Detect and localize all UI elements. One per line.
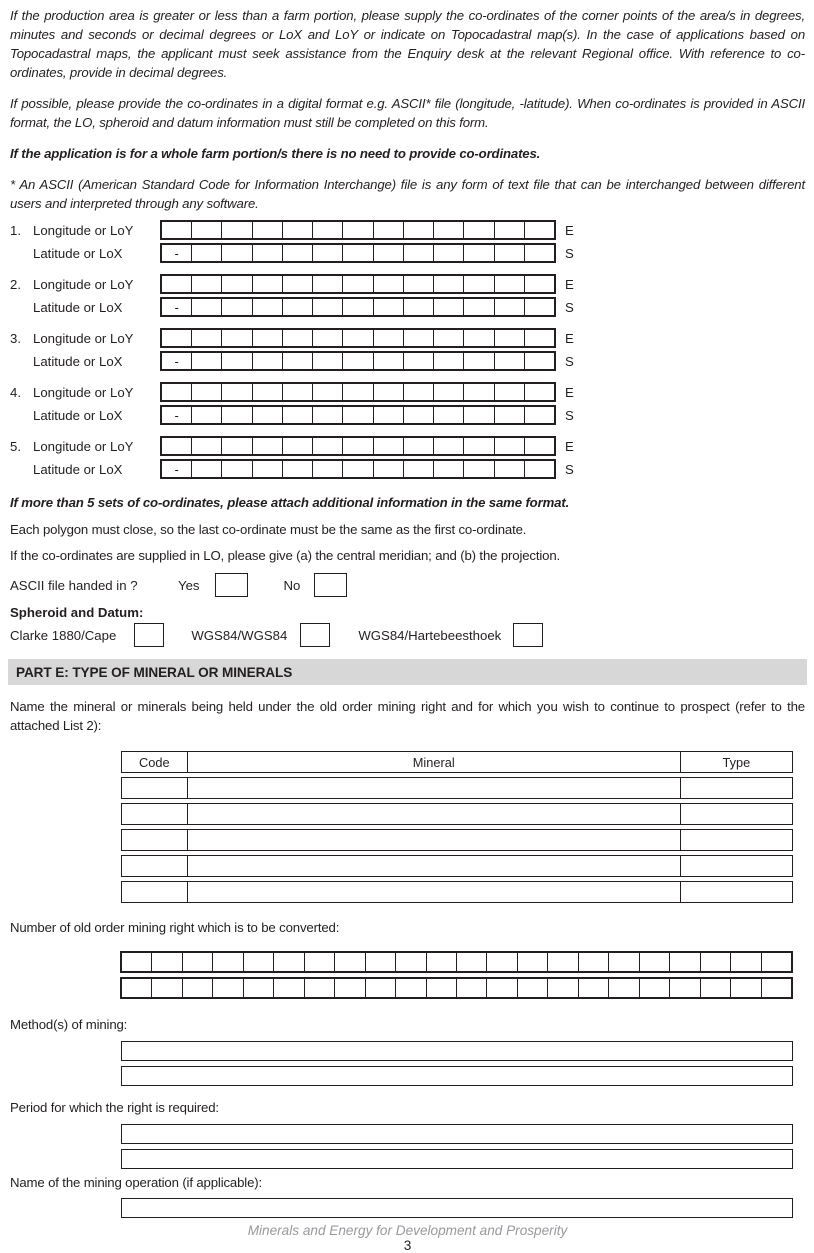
grid-cell[interactable]: [434, 384, 464, 400]
grid-cell[interactable]: [283, 461, 313, 477]
grid-cell[interactable]: [525, 245, 554, 261]
grid-cell[interactable]: [283, 299, 313, 315]
grid-cell[interactable]: [283, 222, 313, 238]
grid-cell[interactable]: [525, 276, 554, 292]
mineral-cell[interactable]: [188, 804, 681, 824]
grid-cell[interactable]: [343, 407, 373, 423]
grid-cell[interactable]: [192, 276, 222, 292]
code-cell[interactable]: [122, 882, 188, 902]
grid-cell[interactable]: [313, 461, 343, 477]
mineral-table-row: [121, 777, 793, 799]
longitude-label: Longitude or LoY: [33, 384, 134, 400]
grid-cell[interactable]: [162, 438, 192, 454]
ascii-no-checkbox[interactable]: [314, 573, 347, 597]
spheroid-option-clarke-label: Clarke 1880/Cape: [10, 627, 117, 643]
mining-method-label: Method(s) of mining:: [10, 1017, 128, 1032]
grid-cell[interactable]: [274, 979, 304, 997]
mineral-cell[interactable]: [188, 856, 681, 876]
grid-cell[interactable]: [404, 384, 434, 400]
mineral-table: [121, 751, 793, 903]
grid-cell[interactable]: [404, 461, 434, 477]
grid-cell[interactable]: [457, 953, 487, 971]
grid-cell[interactable]: [495, 222, 525, 238]
longitude-label: Longitude or LoY: [33, 330, 134, 346]
intro-paragraph-2: If possible, please provide the co-ordinates in a digital format e.g. ASCII* file (longitude, -latitude). When co-ordinates is provided in ASCII format, the LO, spheroid and datum information must still be completed on this form.: [10, 96, 805, 130]
grid-cell[interactable]: [192, 222, 222, 238]
grid-cell[interactable]: [404, 245, 434, 261]
grid-cell[interactable]: [283, 407, 313, 423]
grid-cell[interactable]: [343, 353, 373, 369]
grid-cell[interactable]: [525, 461, 554, 477]
code-cell[interactable]: [122, 804, 188, 824]
grid-cell[interactable]: [404, 438, 434, 454]
mining-right-number-grid-2[interactable]: [120, 977, 793, 999]
spheroid-heading: Spheroid and Datum:: [10, 605, 144, 620]
grid-cell[interactable]: [253, 384, 283, 400]
grid-cell[interactable]: [222, 222, 252, 238]
grid-cell[interactable]: [283, 276, 313, 292]
part-e-header-bar: [8, 659, 807, 685]
longitude-input-grid[interactable]: [160, 382, 556, 402]
grid-cell[interactable]: [313, 438, 343, 454]
intro-paragraph-3: If the application is for a whole farm portion/s there is no need to provide co-ordinates.: [10, 146, 541, 161]
mineral-cell[interactable]: [188, 830, 681, 850]
latitude-row: [10, 405, 805, 425]
coordinates-section: [10, 220, 805, 479]
polygon-close-note: Each polygon must close, so the last co-ordinate must be the same as the first co-ordinate.: [10, 522, 527, 537]
spheroid-options-row: [10, 623, 805, 647]
grid-cell[interactable]: [183, 979, 213, 997]
grid-cell[interactable]: [464, 245, 494, 261]
period-label: Period for which the right is required:: [10, 1100, 219, 1115]
longitude-row: [10, 328, 805, 348]
grid-cell[interactable]: [434, 353, 464, 369]
south-label: S: [565, 407, 574, 423]
latitude-label: Latitude or LoX: [33, 407, 123, 423]
grid-cell[interactable]: [192, 438, 222, 454]
grid-cell[interactable]: [192, 407, 222, 423]
ascii-footnote: * An ASCII (American Standard Code for Information Interchange) file is any form of text file that can be interchanged between different users and interpreted through any software.: [10, 177, 805, 211]
grid-cell[interactable]: [283, 330, 313, 346]
grid-cell[interactable]: [305, 953, 335, 971]
grid-cell[interactable]: [609, 979, 639, 997]
no-label: No: [283, 577, 301, 593]
grid-cell[interactable]: -: [162, 245, 192, 261]
spheroid-clarke-checkbox[interactable]: [134, 623, 164, 647]
grid-cell[interactable]: [404, 407, 434, 423]
grid-cell[interactable]: [464, 461, 494, 477]
grid-cell[interactable]: [183, 953, 213, 971]
grid-cell[interactable]: [313, 299, 343, 315]
grid-cell[interactable]: [518, 953, 548, 971]
grid-cell[interactable]: [374, 222, 404, 238]
east-label: E: [565, 222, 574, 238]
code-cell[interactable]: [122, 830, 188, 850]
grid-cell[interactable]: [487, 979, 517, 997]
lo-supplied-note: If the co-ordinates are supplied in LO, please give (a) the central meridian; and (b) the projection.: [10, 548, 561, 563]
grid-cell[interactable]: [122, 953, 152, 971]
grid-cell[interactable]: [579, 979, 609, 997]
grid-cell[interactable]: [525, 407, 554, 423]
grid-cell[interactable]: [548, 953, 578, 971]
grid-cell[interactable]: [434, 276, 464, 292]
grid-cell[interactable]: [374, 353, 404, 369]
latitude-row: [10, 243, 805, 263]
grid-cell[interactable]: [374, 384, 404, 400]
intro-paragraph-1: If the production area is greater or less than a farm portion, please supply the co-ordinates of the corner points of the area/s in degrees, minutes and seconds or decimal degrees or LoX and LoY or indicate on Topocadastral map(s). In the case of applications based on Topocadastral maps, the applicant must seek assistance from the Enquiry desk at the relevant Regional office. With reference to co-ordinates, provide in decimal degrees.: [10, 8, 805, 80]
mining-right-number-grid-1[interactable]: [120, 951, 793, 973]
grid-cell[interactable]: [274, 953, 304, 971]
grid-cell[interactable]: [162, 384, 192, 400]
grid-cell[interactable]: [192, 461, 222, 477]
grid-cell[interactable]: [434, 222, 464, 238]
page-number: 3: [403, 1238, 412, 1253]
longitude-label: Longitude or LoY: [33, 276, 134, 292]
mineral-table-row: [121, 855, 793, 877]
grid-cell[interactable]: [464, 353, 494, 369]
longitude-row: [10, 436, 805, 456]
spheroid-hartebeesthoek-checkbox[interactable]: [513, 623, 543, 647]
mineral-cell[interactable]: [188, 882, 681, 902]
grid-cell[interactable]: [495, 407, 525, 423]
period-input-1[interactable]: [121, 1124, 793, 1144]
grid-cell[interactable]: [518, 979, 548, 997]
mining-method-input-2[interactable]: [121, 1066, 793, 1086]
grid-cell[interactable]: [343, 276, 373, 292]
mineral-table-row: [121, 829, 793, 851]
mineral-table-row: [121, 803, 793, 825]
grid-cell[interactable]: [253, 276, 283, 292]
code-column-header: Code: [122, 752, 188, 772]
coordinate-number: 3.: [10, 330, 21, 346]
latitude-label: Latitude or LoX: [33, 299, 123, 315]
coordinate-number: 1.: [10, 222, 21, 238]
grid-cell[interactable]: [253, 245, 283, 261]
grid-cell[interactable]: [192, 245, 222, 261]
grid-cell[interactable]: [434, 330, 464, 346]
more-than-5-note: If more than 5 sets of co-ordinates, please attach additional information in the same format.: [10, 495, 570, 510]
footer-motto: Minerals and Energy for Development and Prosperity: [247, 1223, 568, 1238]
type-column-header: Type: [722, 754, 751, 770]
longitude-input-grid[interactable]: [160, 436, 556, 456]
grid-cell[interactable]: [434, 461, 464, 477]
grid-cell[interactable]: [222, 461, 252, 477]
coordinate-group: [10, 220, 805, 263]
latitude-label: Latitude or LoX: [33, 461, 123, 477]
grid-cell[interactable]: [464, 276, 494, 292]
coordinate-group: [10, 274, 805, 317]
grid-cell[interactable]: [609, 953, 639, 971]
grid-cell[interactable]: [313, 276, 343, 292]
grid-cell[interactable]: [525, 330, 554, 346]
grid-cell[interactable]: [464, 384, 494, 400]
grid-cell[interactable]: [313, 353, 343, 369]
coordinate-group: [10, 328, 805, 371]
grid-cell[interactable]: [222, 299, 252, 315]
grid-cell[interactable]: [192, 330, 222, 346]
grid-cell[interactable]: -: [162, 407, 192, 423]
mining-right-number-label: Number of old order mining right which is to be converted:: [10, 920, 340, 935]
grid-cell[interactable]: [495, 438, 525, 454]
grid-cell[interactable]: [222, 245, 252, 261]
grid-cell[interactable]: [762, 979, 791, 997]
grid-cell[interactable]: [283, 384, 313, 400]
mineral-table-row: [121, 881, 793, 903]
grid-cell[interactable]: [192, 353, 222, 369]
longitude-input-grid[interactable]: [160, 274, 556, 294]
grid-cell[interactable]: [152, 979, 182, 997]
grid-cell[interactable]: [495, 384, 525, 400]
part-e-heading: PART E: TYPE OF MINERAL OR MINERALS: [16, 664, 293, 680]
coordinate-number: 4.: [10, 384, 21, 400]
grid-cell[interactable]: [222, 407, 252, 423]
grid-cell[interactable]: [404, 353, 434, 369]
grid-cell[interactable]: [434, 245, 464, 261]
grid-cell[interactable]: [283, 245, 313, 261]
grid-cell[interactable]: [404, 276, 434, 292]
latitude-input-grid[interactable]: [160, 459, 556, 479]
east-label: E: [565, 438, 574, 454]
latitude-input-grid[interactable]: [160, 405, 556, 425]
grid-cell[interactable]: [313, 407, 343, 423]
grid-cell[interactable]: [313, 222, 343, 238]
grid-cell[interactable]: [434, 438, 464, 454]
grid-cell[interactable]: [374, 299, 404, 315]
grid-cell[interactable]: [305, 979, 335, 997]
grid-cell[interactable]: [213, 953, 243, 971]
latitude-row: [10, 297, 805, 317]
grid-cell[interactable]: [162, 276, 192, 292]
operation-name-label: Name of the mining operation (if applicable):: [10, 1175, 263, 1190]
grid-cell[interactable]: [464, 299, 494, 315]
grid-cell[interactable]: [222, 353, 252, 369]
grid-cell[interactable]: [253, 438, 283, 454]
grid-cell[interactable]: [343, 245, 373, 261]
grid-cell[interactable]: [162, 330, 192, 346]
mineral-cell[interactable]: [188, 778, 681, 798]
east-label: E: [565, 330, 574, 346]
grid-cell[interactable]: [404, 222, 434, 238]
yes-label: Yes: [178, 577, 200, 593]
grid-cell[interactable]: [640, 979, 670, 997]
coordinate-number: 2.: [10, 276, 21, 292]
grid-cell[interactable]: [464, 438, 494, 454]
grid-cell[interactable]: [487, 953, 517, 971]
grid-cell[interactable]: [253, 407, 283, 423]
grid-cell[interactable]: [374, 461, 404, 477]
grid-cell[interactable]: [525, 222, 554, 238]
spheroid-wgs84-checkbox[interactable]: [300, 623, 330, 647]
grid-cell[interactable]: [525, 353, 554, 369]
type-cell[interactable]: [681, 830, 792, 850]
grid-cell[interactable]: [313, 330, 343, 346]
ascii-question-row: [10, 573, 805, 597]
grid-cell[interactable]: [404, 330, 434, 346]
grid-cell[interactable]: [457, 979, 487, 997]
grid-cell[interactable]: [366, 953, 396, 971]
grid-cell[interactable]: [343, 222, 373, 238]
grid-cell[interactable]: [366, 979, 396, 997]
grid-cell[interactable]: -: [162, 353, 192, 369]
type-cell[interactable]: [681, 778, 792, 798]
longitude-row: [10, 382, 805, 402]
type-cell[interactable]: [681, 856, 792, 876]
grid-cell[interactable]: [731, 979, 761, 997]
grid-cell[interactable]: [213, 979, 243, 997]
latitude-label: Latitude or LoX: [33, 353, 123, 369]
coordinate-group: [10, 436, 805, 479]
grid-cell[interactable]: [670, 979, 700, 997]
longitude-row: [10, 220, 805, 240]
ascii-question-label: ASCII file handed in ?: [10, 577, 138, 593]
grid-cell[interactable]: [253, 461, 283, 477]
spheroid-option-hartebeesthoek-label: WGS84/Hartebeesthoek: [358, 627, 502, 643]
grid-cell[interactable]: [253, 299, 283, 315]
grid-cell[interactable]: [434, 299, 464, 315]
code-cell[interactable]: [122, 856, 188, 876]
intro-section: [10, 6, 805, 213]
grid-cell[interactable]: [335, 979, 365, 997]
mineral-table-body: [121, 777, 793, 903]
mineral-table-header-row: [121, 751, 793, 773]
grid-cell[interactable]: [222, 330, 252, 346]
grid-cell[interactable]: [253, 222, 283, 238]
grid-cell[interactable]: [495, 461, 525, 477]
grid-cell[interactable]: [343, 461, 373, 477]
latitude-input-grid[interactable]: [160, 297, 556, 317]
latitude-row: [10, 351, 805, 371]
grid-cell[interactable]: [283, 353, 313, 369]
coordinate-number: 5.: [10, 438, 21, 454]
south-label: S: [565, 299, 574, 315]
grid-cell[interactable]: [343, 384, 373, 400]
period-input-2[interactable]: [121, 1149, 793, 1169]
ascii-yes-checkbox[interactable]: [215, 573, 248, 597]
part-e-instruction: Name the mineral or minerals being held under the old order mining right and for which you wish to continue to prospect (refer to the attached List 2):: [10, 699, 805, 733]
grid-cell[interactable]: [374, 245, 404, 261]
longitude-label: Longitude or LoY: [33, 438, 134, 454]
longitude-input-grid[interactable]: [160, 328, 556, 348]
grid-cell[interactable]: [427, 979, 457, 997]
grid-cell[interactable]: [313, 245, 343, 261]
east-label: E: [565, 384, 574, 400]
operation-name-input[interactable]: [121, 1198, 793, 1218]
grid-cell[interactable]: [427, 953, 457, 971]
spheroid-option-wgs84-label: WGS84/WGS84: [191, 627, 288, 643]
grid-cell[interactable]: [343, 299, 373, 315]
longitude-row: [10, 274, 805, 294]
latitude-input-grid[interactable]: [160, 351, 556, 371]
south-label: S: [565, 353, 574, 369]
grid-cell[interactable]: [640, 953, 670, 971]
grid-cell[interactable]: [548, 979, 578, 997]
grid-cell[interactable]: [464, 407, 494, 423]
grid-cell[interactable]: [495, 276, 525, 292]
grid-cell[interactable]: [495, 353, 525, 369]
grid-cell[interactable]: [495, 299, 525, 315]
grid-cell[interactable]: [374, 407, 404, 423]
grid-cell[interactable]: [343, 330, 373, 346]
grid-cell[interactable]: [343, 438, 373, 454]
grid-cell[interactable]: [404, 299, 434, 315]
grid-cell[interactable]: -: [162, 461, 192, 477]
latitude-row: [10, 459, 805, 479]
code-cell[interactable]: [122, 778, 188, 798]
grid-cell[interactable]: [152, 953, 182, 971]
grid-cell[interactable]: [192, 299, 222, 315]
grid-cell[interactable]: [464, 330, 494, 346]
grid-cell[interactable]: [434, 407, 464, 423]
type-cell[interactable]: [681, 804, 792, 824]
grid-cell[interactable]: [701, 979, 731, 997]
grid-cell[interactable]: [283, 438, 313, 454]
south-label: S: [565, 245, 574, 261]
grid-cell[interactable]: [162, 222, 192, 238]
grid-cell[interactable]: [253, 353, 283, 369]
grid-cell[interactable]: [335, 953, 365, 971]
latitude-label: Latitude or LoX: [33, 245, 123, 261]
grid-cell[interactable]: [374, 276, 404, 292]
grid-cell[interactable]: [525, 384, 554, 400]
grid-cell[interactable]: [495, 245, 525, 261]
grid-cell[interactable]: -: [162, 299, 192, 315]
grid-cell[interactable]: [122, 979, 152, 997]
grid-cell[interactable]: [525, 438, 554, 454]
grid-cell[interactable]: [525, 299, 554, 315]
grid-cell[interactable]: [192, 384, 222, 400]
grid-cell[interactable]: [701, 953, 731, 971]
south-label: S: [565, 461, 574, 477]
grid-cell[interactable]: [396, 953, 426, 971]
grid-cell[interactable]: [495, 330, 525, 346]
grid-cell[interactable]: [222, 276, 252, 292]
longitude-label: Longitude or LoY: [33, 222, 134, 238]
grid-cell[interactable]: [579, 953, 609, 971]
grid-cell[interactable]: [731, 953, 761, 971]
grid-cell[interactable]: [253, 330, 283, 346]
grid-cell[interactable]: [222, 438, 252, 454]
type-cell[interactable]: [681, 882, 792, 902]
latitude-input-grid[interactable]: [160, 243, 556, 263]
grid-cell[interactable]: [374, 438, 404, 454]
grid-cell[interactable]: [464, 222, 494, 238]
grid-cell[interactable]: [244, 979, 274, 997]
coordinate-group: [10, 382, 805, 425]
grid-cell[interactable]: [396, 979, 426, 997]
mining-method-input-1[interactable]: [121, 1041, 793, 1061]
grid-cell[interactable]: [374, 330, 404, 346]
east-label: E: [565, 276, 574, 292]
grid-cell[interactable]: [222, 384, 252, 400]
mineral-column-header: Mineral: [188, 752, 681, 772]
grid-cell[interactable]: [670, 953, 700, 971]
grid-cell[interactable]: [313, 384, 343, 400]
grid-cell[interactable]: [762, 953, 791, 971]
longitude-input-grid[interactable]: [160, 220, 556, 240]
grid-cell[interactable]: [244, 953, 274, 971]
